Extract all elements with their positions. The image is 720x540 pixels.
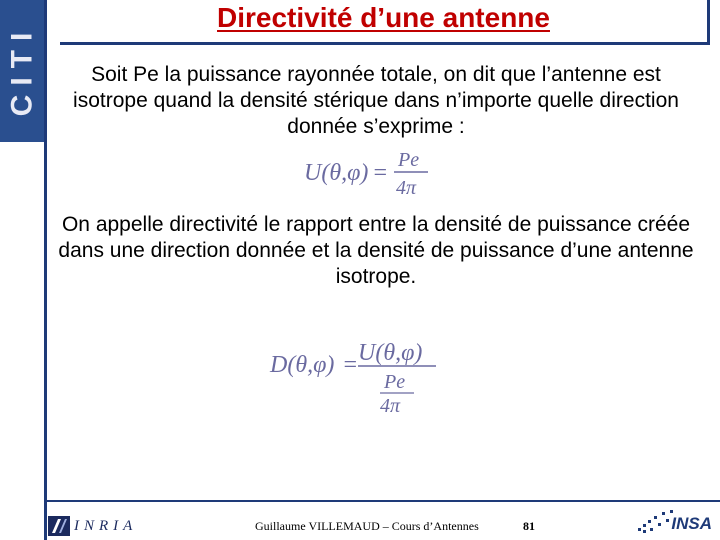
footer-author: Guillaume VILLEMAUD – Cours d’Antennes (255, 519, 479, 533)
insa-dots-icon (636, 508, 676, 538)
paragraph-directivity: On appelle directivité le rapport entre la densité de puissance créée dans une direction donnée et la densité de puissance d’une antenne isotrope. (58, 213, 694, 288)
title-rule (60, 42, 710, 45)
page-number: 81 (523, 519, 535, 533)
formula-isotropic-density (300, 148, 440, 200)
formula1-equals: = (372, 160, 389, 186)
formula1-denominator: 4π (396, 177, 417, 199)
formula2-equals: = (342, 352, 359, 378)
slide-title: Directivité d’une antenne (217, 2, 550, 33)
formula1-lhs: U(θ,φ) (304, 160, 369, 186)
citi-logo-text: CITI (5, 23, 39, 117)
title-band (47, 0, 720, 42)
formula2-inner-denominator: 4π (380, 395, 401, 416)
formula1-numerator: Pe (398, 149, 420, 171)
inria-mark-icon (48, 516, 70, 536)
footer-rule (44, 500, 720, 502)
paragraph-isotrope: Soit Pe la puissance rayonnée totale, on dit que l’antenne est isotrope quand la densité stérique dans n’importe quelle direction donnée s’exprime : (73, 63, 679, 138)
citi-logo (4, 6, 40, 134)
sidebar-rule (44, 0, 47, 540)
formula2-inner-numerator: Pe (384, 371, 406, 393)
title-rule-right (707, 0, 710, 45)
formula2-numerator: U(θ,φ) (358, 340, 423, 366)
insa-logo-text: INSA (671, 514, 712, 533)
left-sidebar (0, 0, 44, 540)
formula2-lhs: D(θ,φ) (270, 352, 335, 378)
insa-logo (636, 508, 716, 538)
inria-logo-text: INRIA (74, 517, 138, 534)
inria-logo (48, 514, 137, 538)
formula-directivity (268, 336, 458, 416)
